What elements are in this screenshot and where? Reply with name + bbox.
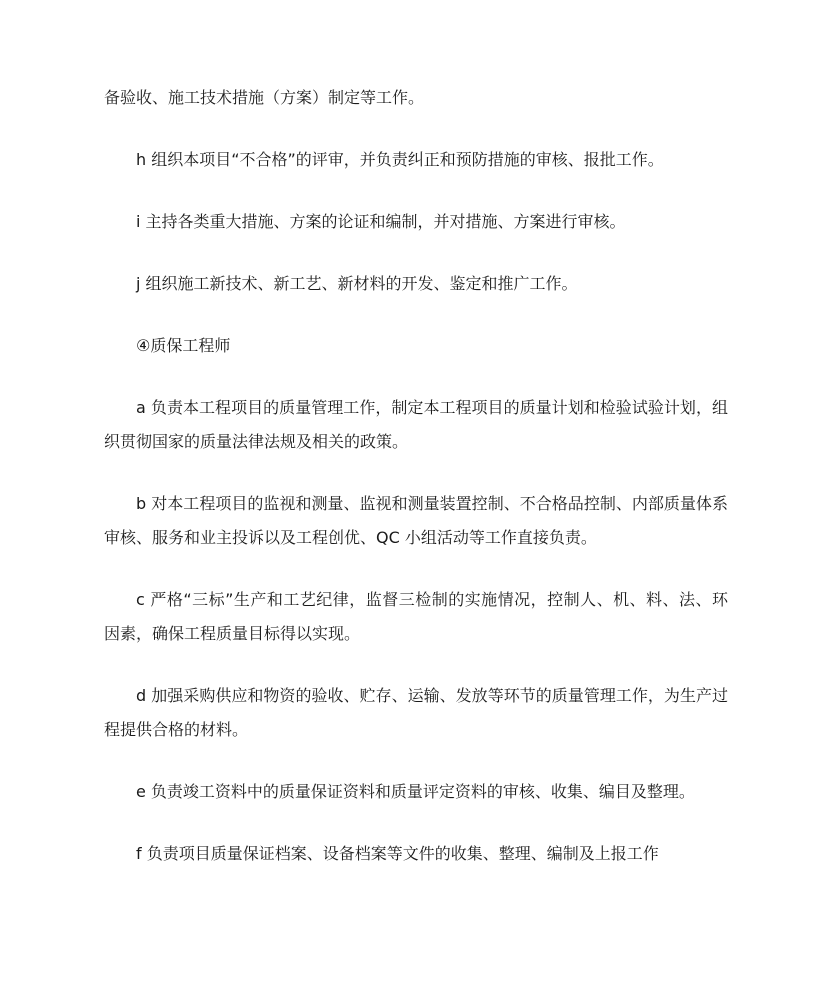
- paragraph-line: b 对本工程项目的监视和测量、监视和测量装置控制、不合格品控制、内部质量体系: [136, 494, 728, 513]
- paragraph-line: d 加强采购供应和物资的验收、贮存、运输、发放等环节的质量管理工作，为生产过: [136, 686, 728, 705]
- paragraph: [104, 143, 728, 177]
- paragraph-line: c 严格“三标”生产和工艺纪律，监督三检制的实施情况，控制人、机、料、法、环: [136, 590, 728, 609]
- paragraph-line: 因素，确保工程质量目标得以实现。: [104, 624, 361, 643]
- paragraph-line: h 组织本项目“不合格”的评审，并负责纠正和预防措施的审核、报批工作。: [136, 150, 664, 169]
- paragraph-line: j 组织施工新技术、新工艺、新材料的开发、鉴定和推广工作。: [136, 274, 578, 293]
- paragraph: [104, 775, 728, 809]
- paragraph-line: 程提供合格的材料。: [104, 720, 249, 739]
- paragraph-line: 备验收、施工技术措施（方案）制定等工作。: [104, 88, 425, 107]
- paragraph-line: f 负责项目质量保证档案、设备档案等文件的收集、整理、编制及上报工作: [136, 844, 659, 863]
- paragraph: [104, 837, 728, 871]
- document-body: [104, 81, 728, 899]
- paragraph-line: e 负责竣工资料中的质量保证资料和质量评定资料的审核、收集、编目及整理。: [136, 782, 695, 801]
- paragraph-line: i 主持各类重大措施、方案的论证和编制，并对措施、方案进行审核。: [136, 212, 626, 231]
- paragraph: [104, 81, 728, 115]
- paragraph: [104, 583, 728, 651]
- paragraph: [104, 329, 728, 363]
- paragraph: [104, 679, 728, 747]
- paragraph: [104, 391, 728, 459]
- paragraph-line: 织贯彻国家的质量法律法规及相关的政策。: [104, 432, 409, 451]
- paragraph: [104, 487, 728, 555]
- paragraph: [104, 205, 728, 239]
- paragraph: [104, 267, 728, 301]
- paragraph-line: ④质保工程师: [136, 336, 231, 355]
- paragraph-line: 审核、服务和业主投诉以及工程创优、QC 小组活动等工作直接负责。: [104, 528, 597, 547]
- paragraph-line: a 负责本工程项目的质量管理工作，制定本工程项目的质量计划和检验试验计划，组: [136, 398, 728, 417]
